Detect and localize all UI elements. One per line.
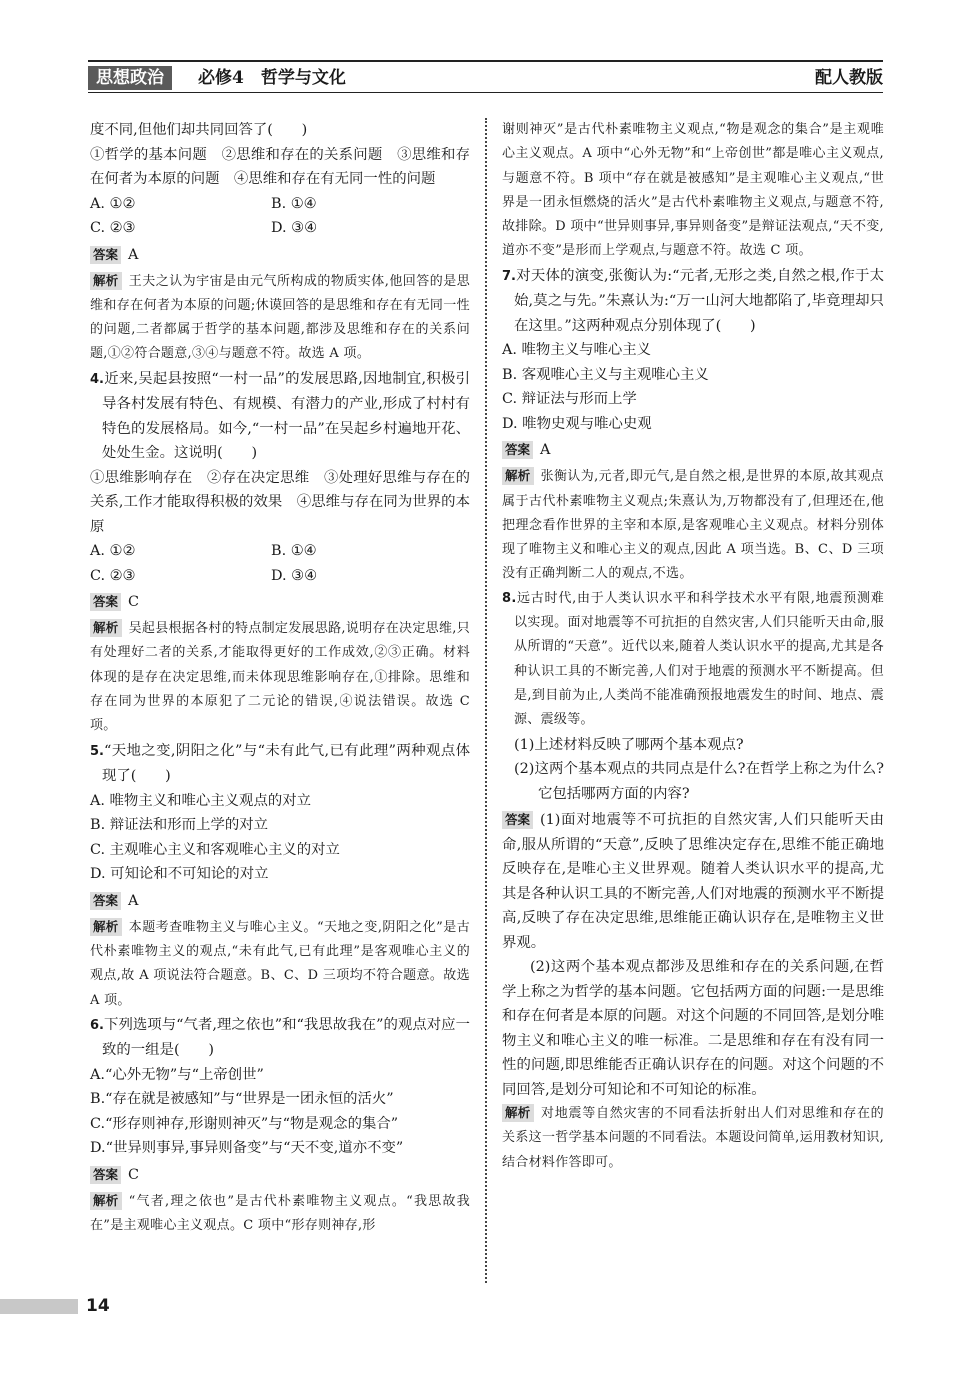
analysis-block xyxy=(502,465,884,586)
answer-part-2: (2)这两个基本观点都涉及思维和存在的关系问题,在哲学上称之为哲学的基本问题。它包括两方面的问题:一是思维和存在何者是本原的问题。对这个问题的不同回答,是划分唯物主义和唯心主义的唯一标准。二是思维和存在有没有同一性的问题,即思维能否正确认识存在的问题。对这个问题的不同回答,是划分可知论和不可知论的标准。 xyxy=(502,959,884,1098)
option-b: B.“存在就是被感知”与“世界是一团永恒的活火” xyxy=(90,1091,394,1108)
column-divider xyxy=(485,118,487,1283)
answer-label: 答案 xyxy=(90,246,121,264)
analysis-block xyxy=(90,916,470,1013)
option-grid xyxy=(90,539,470,588)
option-d: D. ③④ xyxy=(271,567,317,584)
analysis-text: 本题考查唯物主义与唯心主义。“天地之变,阴阳之化”是古代朴素唯物主义的观点,“未有此气,已有此理”是客观唯心主义的观点,故 A 项说法符合题意。B、C、D 三项均不符合题意。故选 A 项。 xyxy=(90,919,470,1008)
answer-value: C xyxy=(128,594,140,611)
question-stem-tail: 度不同,但他们却共同回答了( ) xyxy=(90,122,308,138)
answer-line xyxy=(90,1162,470,1188)
answer-label: 答案 xyxy=(90,593,121,611)
option-c: C. ②③ xyxy=(90,220,136,236)
question-6 xyxy=(90,1013,470,1239)
header-subject-badge: 思想政治 xyxy=(88,66,172,90)
option-a: A.“心外无物”与“上帝创世” xyxy=(90,1066,264,1083)
option-a: A. ①② xyxy=(90,543,136,560)
question-text: “天地之变,阴阳之化”与“未有此气,已有此理”两种观点体现了( ) xyxy=(102,742,470,785)
question-number: 4. xyxy=(90,371,104,387)
option-b: B. 客观唯心主义与主观唯心主义 xyxy=(502,366,709,383)
answer-label: 答案 xyxy=(90,892,121,910)
option-b: B. ①④ xyxy=(271,195,317,212)
answer-label: 答案 xyxy=(502,441,533,459)
answer-value: A xyxy=(540,442,551,459)
question-text: 远古时代,由于人类认识水平和科学技术水平有限,地震预测难以实现。面对地震等不可抗拒的自然灾害,人们只能听天由命,服从所谓的“天意”。近代以来,随着人类认识水平的提高,尤其是各种认识工具的不断完善,人们对于地震的预测水平不断提高。但是,到目前为止,人类尚不能准确预报地震发生的时间、地点、震源、震级等。 xyxy=(514,590,884,728)
question-8 xyxy=(502,587,884,1175)
answer-value: A xyxy=(128,246,139,263)
option-d: D. ③④ xyxy=(271,220,317,236)
analysis-label: 解析 xyxy=(502,467,534,485)
analysis-block xyxy=(502,1102,884,1175)
answer-line xyxy=(90,888,470,914)
analysis-text: 吴起县根据各村的特点制定发展思路,说明存在决定思维,只有处理好二者的关系,才能取得更好的工作成效,②③正确。材料体现的是存在决定思维,而未体现思维影响存在,①排除。思维和存在同为世界的本原犯了二元论的错误,④说法错误。故选 C 项。 xyxy=(90,621,470,734)
header-book-title: 必修4 哲学与文化 xyxy=(198,68,346,88)
footer-page-bar xyxy=(0,1299,78,1314)
question-text: 下列选项与“气者,理之依也”和“我思故我在”的观点对应一致的一组是( ) xyxy=(102,1016,470,1059)
question-5 xyxy=(90,739,470,1013)
option-c: C. 辩证法与形而上学 xyxy=(502,391,637,408)
option-c: C. 主观唯心主义和客观唯心主义的对立 xyxy=(90,841,340,858)
option-d: D. 可知论和不可知论的对立 xyxy=(90,866,269,883)
question-stem xyxy=(502,587,884,733)
analysis-text: 张衡认为,元者,即元气,是自然之根,是世界的本原,故其观点属于古代朴素唯物主义观点;朱熹认为,万物都没有了,但理还在,他把理念看作世界的主宰和本原,是客观唯心主义观点。材料分别体现了唯物主义和唯心主义的观点,因此 A 项当选。B、C、D 三项没有正确判断二人的观点,不选。 xyxy=(502,469,884,582)
question-statements: ①思维影响存在 ②存在决定思维 ③处理好思维与存在的关系,工作才能取得积极的效果 ④思维与存在同为世界的本原 xyxy=(90,469,470,535)
option-a: A. 唯物主义和唯心主义观点的对立 xyxy=(90,792,312,809)
analysis-label: 解析 xyxy=(90,272,122,290)
option-b: B. ①④ xyxy=(271,543,317,560)
left-column xyxy=(90,118,470,1238)
option-c: C.“形存则神存,形谢则神灭”与“物是观念的集合” xyxy=(90,1115,399,1132)
analysis-block xyxy=(90,270,470,367)
analysis-label: 解析 xyxy=(502,1104,534,1122)
analysis-label: 解析 xyxy=(90,1192,122,1210)
analysis-block xyxy=(90,1190,470,1239)
option-d: D. 唯物史观与唯心史观 xyxy=(502,415,652,432)
answer-line xyxy=(90,589,470,615)
question-3-continued xyxy=(90,118,470,367)
analysis-text: 王夫之认为宇宙是由元气所构成的物质实体,他回答的是思维和存在何者为本原的问题;休谟回答的是思维和存在有无同一性的问题,二者都属于哲学的基本问题,都涉及思维和存在的关系问题,①②符合题意,③④与题意不符。故选 A 项。 xyxy=(90,273,470,362)
header-edition: 配人教版 xyxy=(815,68,883,88)
analysis-block xyxy=(90,617,470,738)
question-stem xyxy=(90,739,470,789)
question-stem xyxy=(90,1013,470,1063)
answer-value: C xyxy=(128,1166,140,1183)
option-b: B. 辩证法和形而上学的对立 xyxy=(90,817,269,834)
question-number: 5. xyxy=(90,743,104,759)
sub-question-1: (1)上述材料反映了哪两个基本观点? xyxy=(514,736,744,753)
question-4 xyxy=(90,367,470,739)
option-a: A. ①② xyxy=(90,195,136,212)
option-grid xyxy=(90,192,470,241)
question-number: 7. xyxy=(502,268,516,284)
answer-part-1: (1)面对地震等不可抗拒的自然灾害,人们只能听天由命,服从所谓的“天意”,反映了思维决定存在,思维不能正确地反映存在,是唯心主义世界观。随着人类认识水平的提高,尤其是各种认识工具的不断完善,人们对地震的预测水平不断提高,反映了存在决定思维,思维能正确认识存在,是唯物主义世界观。 xyxy=(502,812,884,951)
question-stem xyxy=(502,264,884,339)
header-rule-bottom xyxy=(88,92,883,93)
answer-line xyxy=(502,437,884,463)
right-column xyxy=(502,118,884,1175)
answer-label: 答案 xyxy=(90,1166,121,1184)
answer-line xyxy=(90,242,470,268)
analysis-label: 解析 xyxy=(90,619,122,637)
question-number: 8. xyxy=(502,590,517,606)
answer-block xyxy=(502,808,884,955)
option-d: D.“世异则事异,事异则备变”与“天不变,道亦不变” xyxy=(90,1140,404,1157)
answer-value: A xyxy=(128,892,139,909)
option-c: C. ②③ xyxy=(90,567,136,584)
question-stem xyxy=(90,367,470,466)
question-statements: ①哲学的基本问题 ②思维和存在的关系问题 ③思维和存在何者为本原的问题 ④思维和存在有无同一性的问题 xyxy=(90,146,470,187)
question-text: 对天体的演变,张衡认为:“元者,无形之类,自然之根,作于太始,莫之与先。”朱熹认为:“万一山河大地都陷了,毕竟理却只在这里。”这两种观点分别体现了( ) xyxy=(514,267,884,334)
question-6-analysis-continued: 谢则神灭”是古代朴素唯物主义观点,“物是观念的集合”是主观唯心主义观点。A 项中“心外无物”和“上帝创世”都是唯心主义观点,与题意不符。B 项中“存在就是被感知”是主观唯心主义观点,“世界是一团永恒燃烧的活火”是古代朴素唯物主义观点,与题意不符,故排除。D 项中“世异则事异,事异则备变”是辩证法观点,“天不变,道亦不变”是形而上学观点,与题意不符。故选 C 项。 xyxy=(502,122,884,259)
answer-label: 答案 xyxy=(502,811,533,829)
question-number: 6. xyxy=(90,1017,104,1033)
question-7 xyxy=(502,264,884,587)
analysis-text: 对地震等自然灾害的不同看法折射出人们对思维和存在的关系这一哲学基本问题的不同看法。本题设问简单,运用教材知识,结合材料作答即可。 xyxy=(502,1106,884,1170)
sub-question-2: (2)这两个基本观点的共同点是什么?在哲学上称之为什么?它包括哪两方面的内容? xyxy=(514,761,884,802)
option-a: A. 唯物主义与唯心主义 xyxy=(502,342,652,359)
question-text: 近来,吴起县按照“一村一品”的发展思路,因地制宜,积极引导各村发展有特色、有规模、有潜力的产业,形成了村村有特色的发展格局。如今,“一村一品”在吴起乡村遍地开花、处处生金。这说明( ) xyxy=(102,370,470,462)
page-number: 14 xyxy=(86,1296,110,1316)
header-rule-top xyxy=(88,60,883,62)
analysis-text: “气者,理之依也”是古代朴素唯物主义观点。“我思故我在”是主观唯心主义观点。C 项中“形存则神存,形 xyxy=(90,1193,470,1234)
analysis-label: 解析 xyxy=(90,918,122,936)
